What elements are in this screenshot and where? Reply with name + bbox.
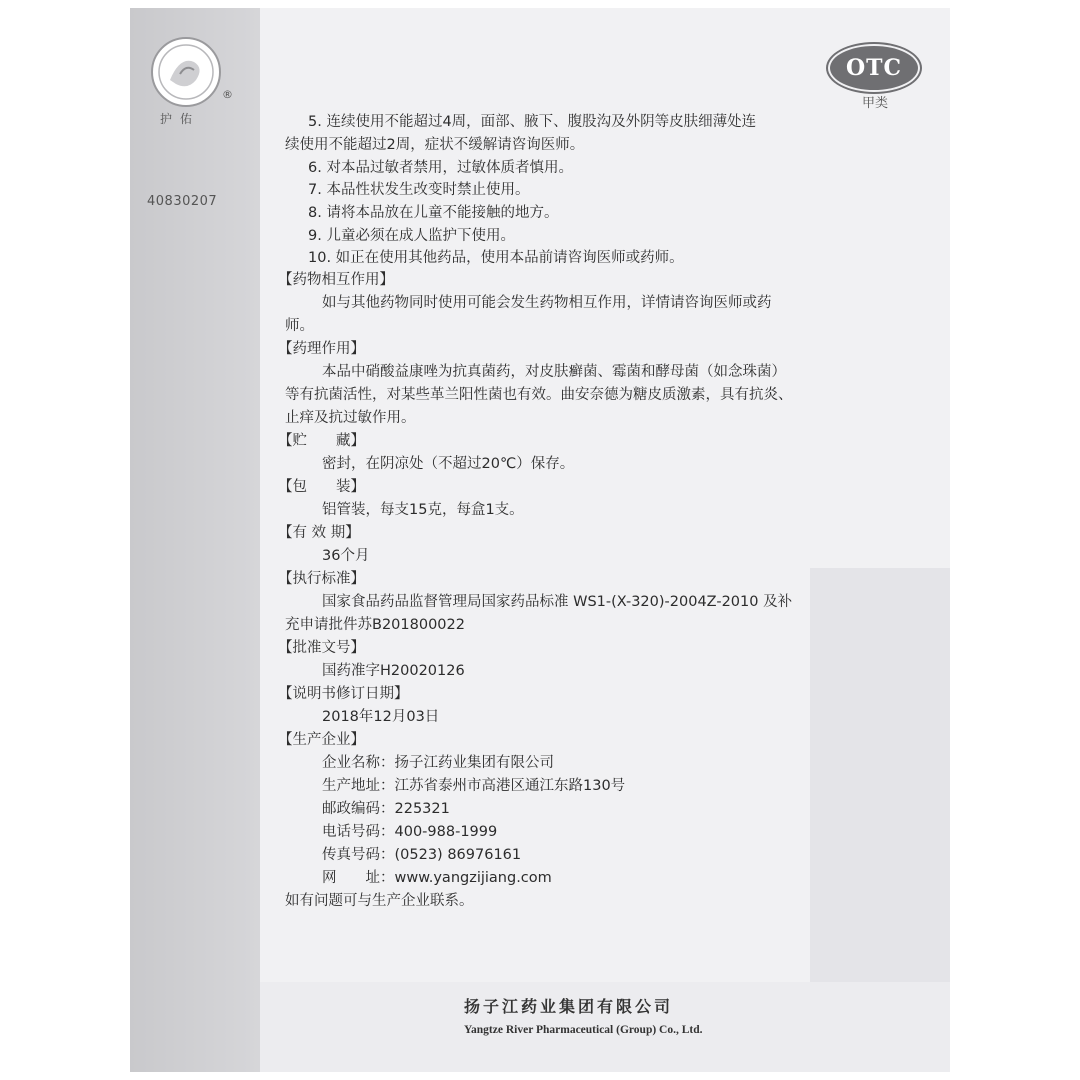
section-heading-validity: 【有 效 期】 <box>278 525 360 541</box>
section-heading-package: 【包 装】 <box>278 479 365 495</box>
manufacturer-address: 生产地址：江苏省泰州市高港区通江东路130号 <box>322 778 626 794</box>
approval-line: 国药准字H20020126 <box>322 663 465 679</box>
standard-line: 充申请批件苏B201800022 <box>285 617 465 633</box>
interactions-line: 师。 <box>285 318 314 334</box>
section-heading-revision: 【说明书修订日期】 <box>278 686 409 702</box>
standard-line: 国家食品药品监督管理局国家药品标准 WS1-(X-320)-2004Z-2010 及补 <box>322 594 793 610</box>
validity-line: 36个月 <box>322 548 370 564</box>
section-heading-manufacturer: 【生产企业】 <box>278 732 365 748</box>
interactions-line: 如与其他药物同时使用可能会发生药物相互作用，详情请咨询医师或药 <box>322 295 772 311</box>
pharmacology-line: 等有抗菌活性，对某些革兰阳性菌也有效。曲安奈德为糖皮质激素，具有抗炎、 <box>285 387 793 403</box>
storage-line: 密封，在阴凉处（不超过20℃）保存。 <box>322 456 575 472</box>
manufacturer-fax: 传真号码：(0523) 86976161 <box>322 847 522 863</box>
manufacturer-phone: 电话号码：400-988-1999 <box>322 824 498 840</box>
package-line: 铝管装，每支15克，每盒1支。 <box>322 502 524 518</box>
precaution-line: 10. 如正在使用其他药品，使用本品前请咨询医师或药师。 <box>308 250 684 266</box>
precaution-line: 6. 对本品过敏者禁用，过敏体质者慎用。 <box>308 160 573 176</box>
section-heading-interactions: 【药物相互作用】 <box>278 272 394 288</box>
manufacturer-postcode: 邮政编码：225321 <box>322 801 450 817</box>
precaution-line: 7. 本品性状发生改变时禁止使用。 <box>308 182 530 198</box>
precaution-line: 8. 请将本品放在儿童不能接触的地方。 <box>308 205 559 221</box>
pharmacology-line: 止痒及抗过敏作用。 <box>285 410 416 426</box>
otc-label: OTC <box>845 55 903 81</box>
otc-class-label: 甲类 <box>862 96 889 111</box>
section-heading-approval: 【批准文号】 <box>278 640 365 656</box>
leaflet-body <box>130 8 950 1072</box>
precaution-line: 9. 儿童必须在成人监护下使用。 <box>308 228 515 244</box>
precaution-line: 5. 连续使用不能超过4周，面部、腋下、腹股沟及外阴等皮肤细薄处连 <box>308 114 757 130</box>
manufacturer-name: 企业名称：扬子江药业集团有限公司 <box>322 755 554 771</box>
contact-note: 如有问题可与生产企业联系。 <box>285 893 474 909</box>
precaution-line: 续使用不能超过2周，症状不缓解请咨询医师。 <box>285 137 585 153</box>
footer-company-en: Yangtze River Pharmaceutical (Group) Co., Ltd. <box>464 1024 703 1036</box>
revision-line: 2018年12月03日 <box>322 709 440 725</box>
pharmacology-line: 本品中硝酸益康唑为抗真菌药，对皮肤癣菌、霉菌和酵母菌（如念珠菌） <box>322 364 786 380</box>
section-heading-storage: 【贮 藏】 <box>278 433 365 449</box>
brand-logo-text: 护佑 <box>160 112 201 126</box>
footer-company-cn: 扬子江药业集团有限公司 <box>464 997 674 1016</box>
leaflet-page <box>130 8 950 1072</box>
section-heading-standard: 【执行标准】 <box>278 571 365 587</box>
section-heading-pharmacology: 【药理作用】 <box>278 341 365 357</box>
side-code: 40830207 <box>147 194 218 209</box>
registered-mark: ® <box>222 88 233 101</box>
manufacturer-website: 网 址：www.yangzijiang.com <box>322 870 552 886</box>
